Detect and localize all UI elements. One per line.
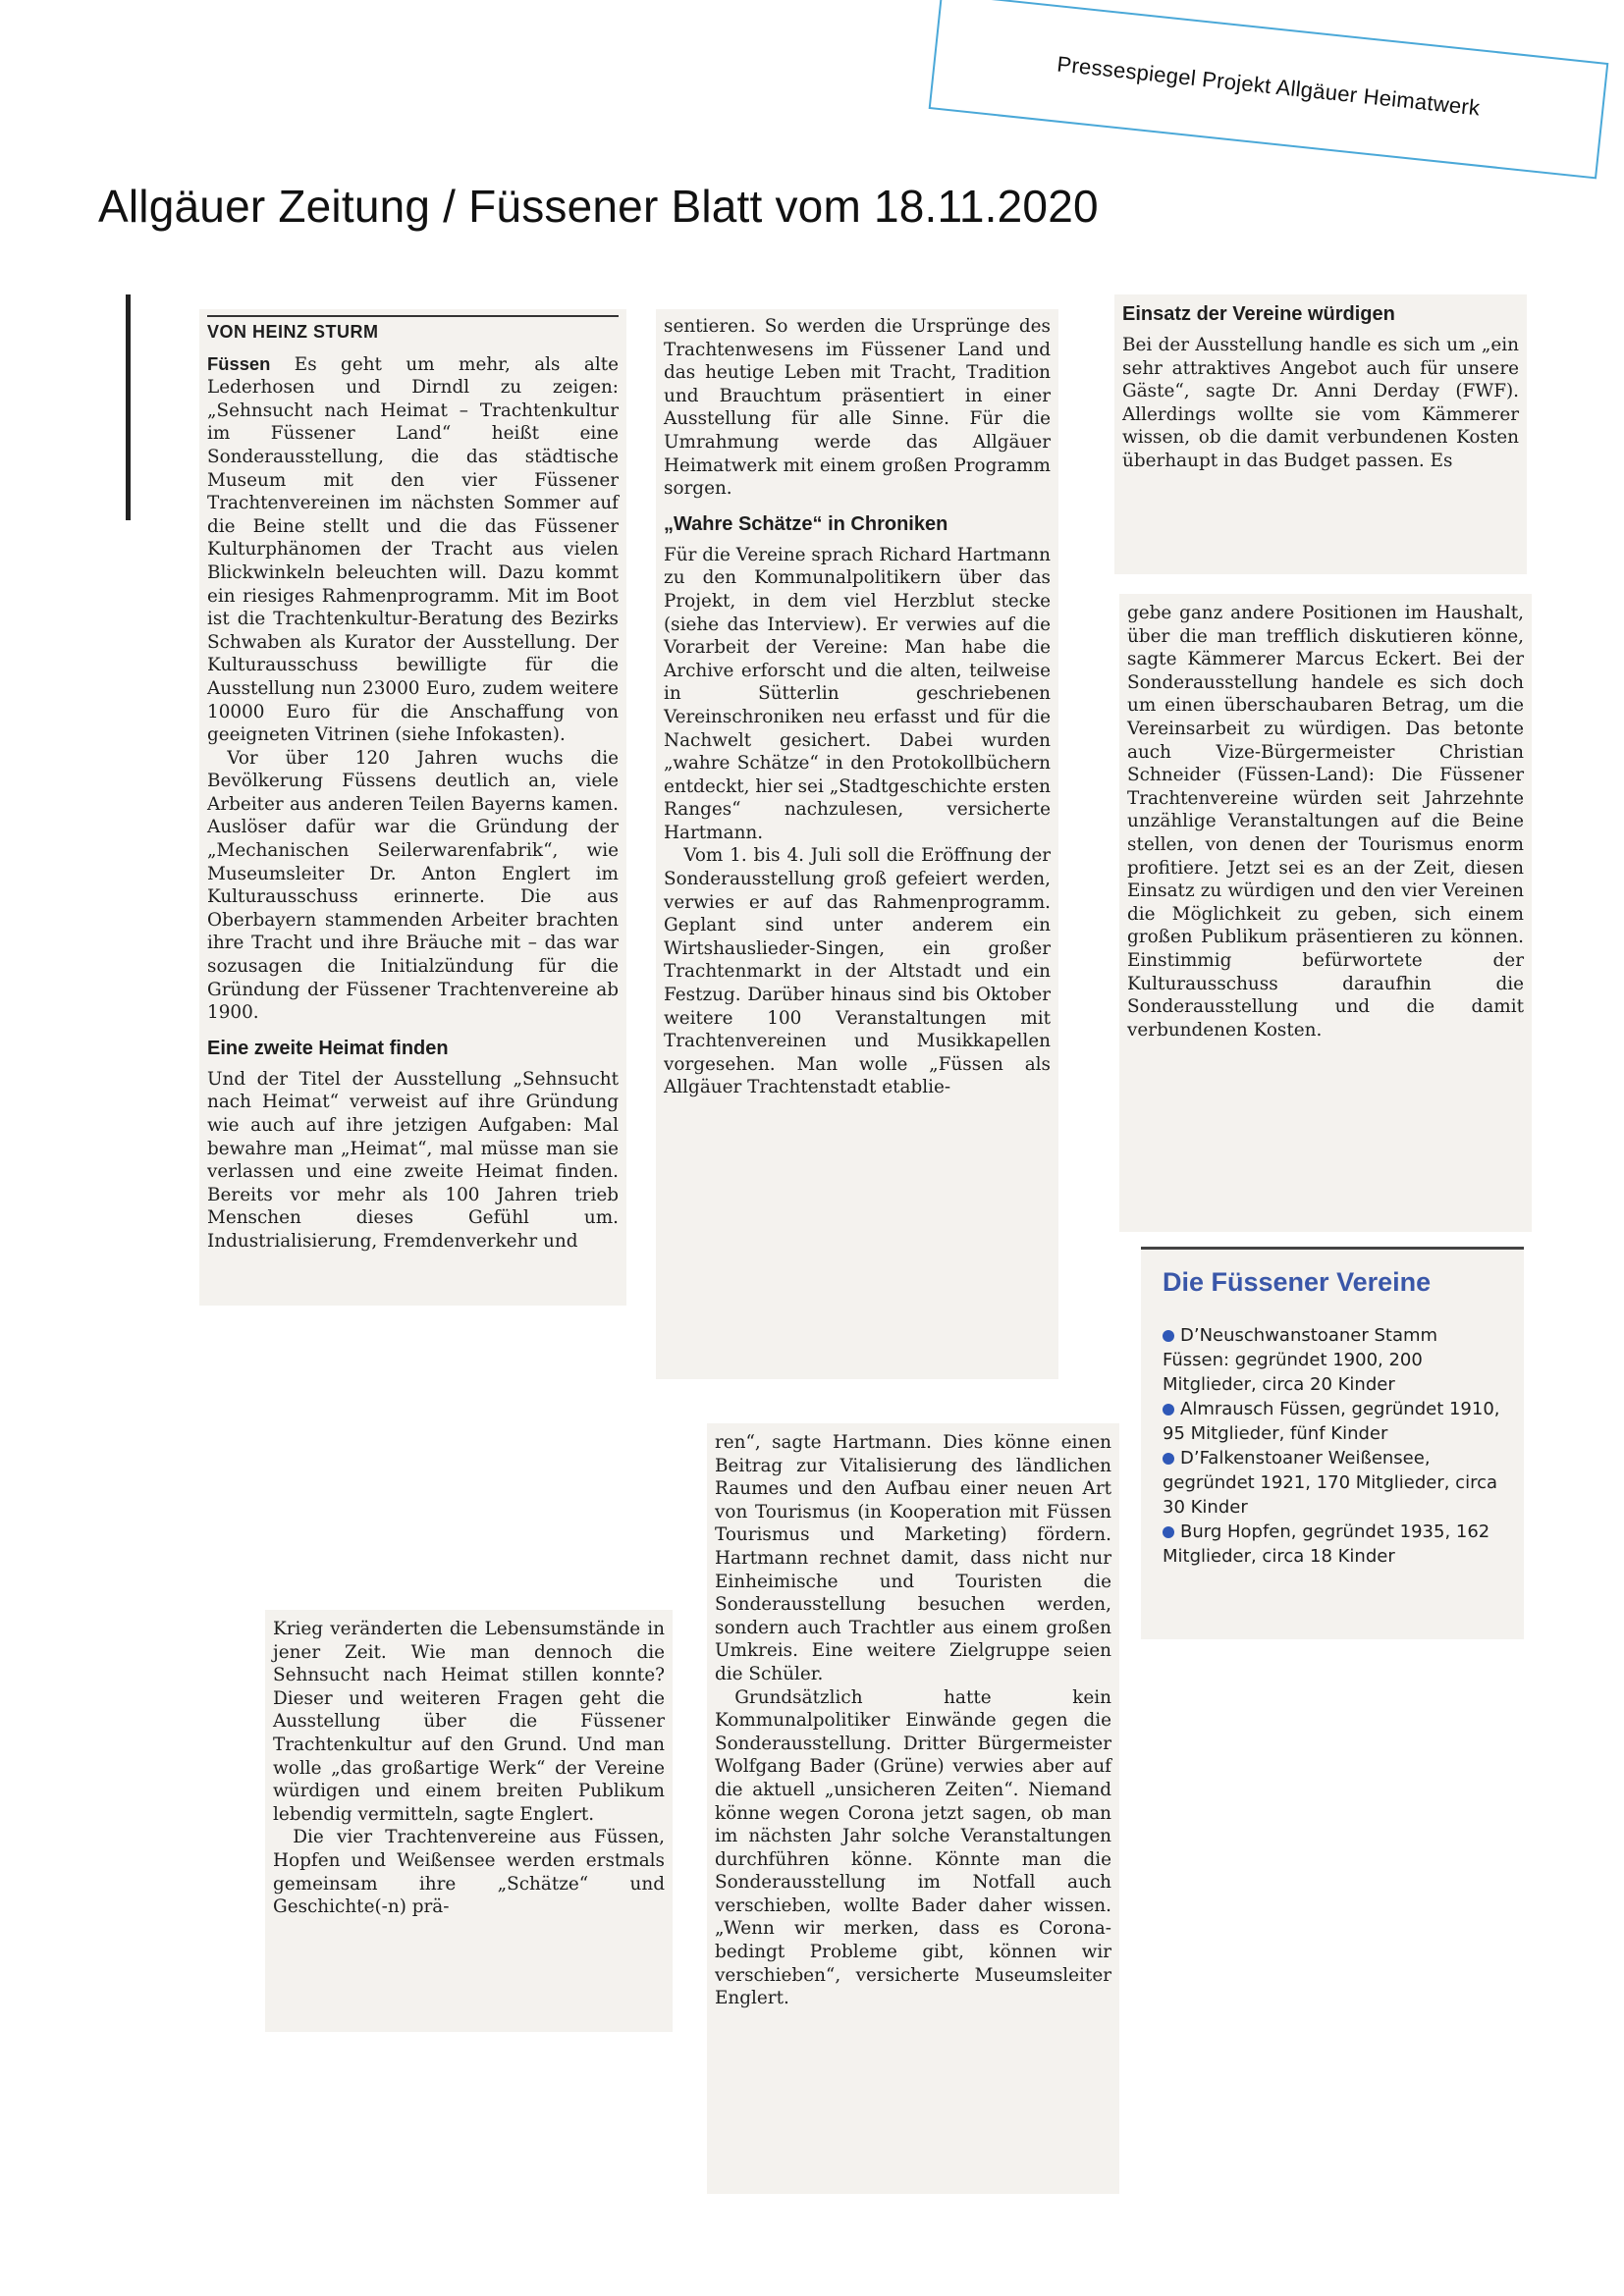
byline: VON HEINZ STURM [207,315,619,345]
article-column-1-upper [199,309,626,1306]
stamp-text: Pressespiegel Projekt Allgäuer Heimatwerk [1056,50,1482,121]
paragraph: Die vier Trachtenvereine aus Füssen, Hopfen und Weißensee werden erstmals gemeinsam ihre „Schätze“ und Geschichte(-n) prä- [273,1827,665,1918]
article-column-3-lower [1119,594,1532,1232]
paragraph: Für die Vereine sprach Richard Hartmann zu den Kommunalpolitikern über das Projekt, in dem viel Herzblut stecke (siehe das Interview). Er verwies auf die Vorarbeit der Vereine: Man habe die Archive erforscht und die alten, teilweise in Sütterlin geschriebenen Vereinschroniken neu erfasst und für die Nachwelt gesichert. Dabei wurden „wahre Schätze“ in den Protokollbüchern entdeckt, hier sei „Stadtgeschichte ersten Ranges“ nachzulesen, versicherte Hartmann. [664,544,1051,843]
club-item: D’Neuschwanstoaner Stamm Füssen: gegründet 1900, 200 Mitglieder, circa 20 Kinder [1163,1325,1438,1395]
article-column-2-upper [656,309,1058,1379]
bullet-icon [1163,1404,1174,1415]
paragraph: gebe ganz andere Positionen im Haushalt, über die man trefflich diskutieren könne, sagte Kämmerer Marcus Eckert. Bei der Sonderausstellung handele es sich doch um einen überschaubaren Betrag, um die Vereinsarbeit zu würdigen. Das betonte auch Vize-Bürgermeister Christian Schneider (Füssen-Land): Die Füssener Trachtenvereine würden seit Jahrzehnte unzählige Veranstaltungen auf die Beine stellen, von denen der Tourismus enorm profitiere. Jetzt sei es an der Zeit, diesen Einsatz zu würdigen und den vier Vereinen die Möglichkeit zu geben, sich einem großen Publikum präsentieren zu können. Einstimmig befürwortete der Kulturausschuss daraufhin die Sonderausstellung und die damit verbundenen Kosten. [1127,603,1524,1041]
paragraph: ren“, sagte Hartmann. Dies könne einen Beitrag zur Vitalisierung des ländlichen Raumes und den Aufbau einer neuen Art von Tourismus (in Kooperation mit Füssen Tourismus und Marketing) fördern. Hartmann rechnet damit, dass nicht nur Einheimische und Touristen die Sonderausstellung besuchen werden, sondern auch Trachtler aus einem großen Umkreis. Eine weitere Zielgruppe seien die Schüler. [715,1432,1111,1684]
clipping-margin-bar [126,294,131,520]
paragraph: Bei der Ausstellung handle es sich um „ein sehr attraktives Angebot auch für unsere Gäste“, sagte Dr. Anni Derday (FWF). Allerdings wollte sie vom Kämmerer wissen, ob die damit verbundenen Kosten überhaupt in das Budget passen. Es [1122,335,1519,471]
bullet-icon [1163,1526,1174,1538]
club-item: D’Falkenstoaner Weißensee, gegründet 1921, 170 Mitglieder, circa 30 Kinder [1163,1448,1498,1518]
bullet-icon [1163,1453,1174,1465]
paragraph: Krieg veränderten die Lebensumstände in jener Zeit. Wie man dennoch die Sehnsucht nach Heimat stillen konnte? Dieser und weiteren Fragen geht die Ausstellung über die Füssener Trachtenkultur auf den Grund. Und man wolle „das großartige Werk“ der Vereine würdigen und einem breiten Publikum lebendig vermitteln, sagte Englert. [273,1619,665,1825]
paragraph: Vom 1. bis 4. Juli soll die Eröffnung der Sonderausstellung groß gefeiert werden, verwies er auf das Rahmenprogramm. Geplant sind unter anderem ein Wirtshauslieder-Singen, ein großer Trachtenmarkt in der Altstadt und ein Festzug. Darüber hinaus sind bis Oktober weitere 100 Veranstaltungen mit Trachtenvereinen und Musikkapellen vorgesehen. Man wolle „Füssen als Allgäuer Trachtenstadt etablie- [664,845,1051,1098]
info-box-clubs [1141,1247,1524,1639]
paragraph: Vor über 120 Jahren wuchs die Bevölkerung Füssens deutlich an, viele Arbeiter aus anderen Teilen Bayerns kamen. Auslöser dafür war die Gründung der „Mechanischen Seilerwarenfabrik“, wie Museumsleiter Dr. Anton Englert im Kulturausschuss erinnerte. Die aus Oberbayern stammenden Arbeiter brachten ihre Tracht und ihre Bräuche mit – das war sozusagen die Initialzündung für die Gründung der Füssener Trachtenvereine ab 1900. [207,747,619,1024]
article-column-3-upper [1114,294,1527,574]
club-item: Almrausch Füssen, gegründet 1910, 95 Mitglieder, fünf Kinder [1163,1399,1500,1444]
paragraph: Grundsätzlich hatte kein Kommunalpolitiker Einwände gegen die Sonderausstellung. Dritter Bürgermeister Wolfgang Bader (Grüne) verwies aber auf die aktuell „unsicheren Zeiten“. Niemand könne wegen Corona jetzt sagen, ob man im nächsten Jahr solche Veranstaltungen durchführen könne. Könnte man die Sonderausstellung im Notfall auch verschieben, wollte Bader daher wissen. „Wenn wir merken, dass es Corona-bedingt Probleme gibt, können wir verschieben“, versicherte Museumsleiter Englert. [715,1686,1111,2009]
subheading: „Wahre Schätze“ in Chroniken [664,512,948,535]
paragraph: Und der Titel der Ausstellung „Sehnsucht nach Heimat“ verweist auf ihre Gründung wie auch auf ihre jetzigen Aufgaben: Mal bewahre man „Heimat“, mal müsse man sie verlassen und eine zweite Heimat finden. Bereits vor mehr als 100 Jahren trieb Menschen dieses Gefühl um. Industrialisierung, Fremdenverkehr und [207,1068,619,1252]
paragraph: Füssen Es geht um mehr, als alte Lederhosen und Dirndl zu zeigen: „Sehnsucht nach Heimat – Trachtenkultur im Füssener Land“ heißt eine Sonderausstellung, die das städtische Museum mit den vier Füssener Trachtenvereinen im nächsten Sommer auf die Beine stellt und die das Füssener Kulturphänomen der Tracht aus vielen Blickwinkeln beleuchten will. Dazu kommt ein riesiges Rahmenprogramm. Mit im Boot ist die Trachtenkultur-Beratung des Bezirks Schwaben als Kurator der Ausstellung. Der Kulturausschuss bewilligte für die Ausstellung nun 23000 Euro, zudem weitere 10000 Euro für die Anschaffung von geeigneten Vitrinen (siehe Infokasten). [207,352,619,746]
page-title: Allgäuer Zeitung / Füssener Blatt vom 18.11.2020 [98,181,1099,232]
article-column-1-lower [265,1610,673,2032]
press-review-stamp [929,0,1609,179]
info-box-title: Die Füssener Vereine [1163,1267,1432,1297]
paragraph: sentieren. So werden die Ursprünge des Trachtenwesens im Füssener Land und das heutige Leben mit Tracht, Tradition und Brauchtum präsentiert in einer Ausstellung für alle Sinne. Für die Umrahmung werde das Allgäuer Heimatwerk mit einem großen Programm sorgen. [664,316,1051,500]
article-column-2-lower [707,1423,1119,2194]
subheading: Einsatz der Vereine würdigen [1122,303,1395,325]
dateline: Füssen [207,352,271,374]
subheading: Eine zweite Heimat finden [207,1037,449,1059]
bullet-icon [1163,1330,1174,1342]
club-item: Burg Hopfen, gegründet 1935, 162 Mitglieder, circa 18 Kinder [1163,1522,1490,1567]
